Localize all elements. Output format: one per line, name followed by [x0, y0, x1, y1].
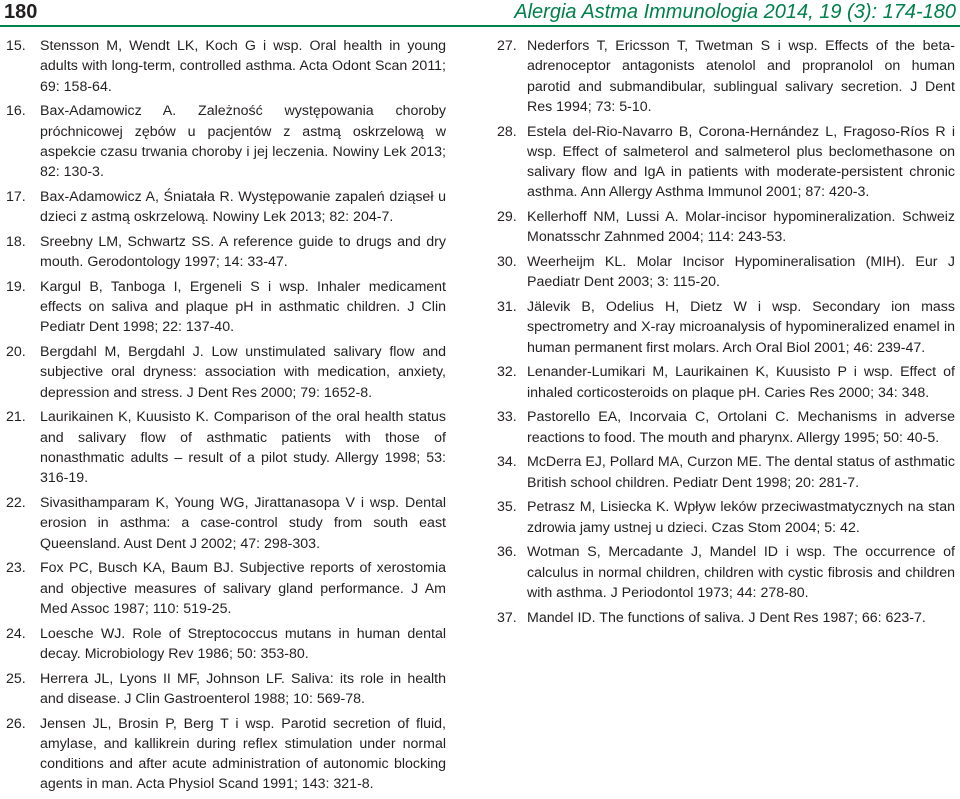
reference-number: 35. — [497, 499, 517, 516]
reference-number: 15. — [6, 38, 26, 54]
reference-item — [497, 608, 955, 628]
reference-number: 23. — [6, 560, 26, 577]
references-right-column — [497, 36, 955, 632]
reference-number: 20. — [6, 344, 26, 361]
reference-text: Laurikainen K, Kuusisto K. Comparison of the oral health status and salivary flow of asthmatic patients with those of nonasthmatic adults – result of a pilot study. Allergy 1998; 53: 316-19. — [40, 409, 446, 487]
reference-text: Kargul B, Tanboga I, Ergeneli S i wsp. Inhaler medicament effects on saliva and plaque pH in asthmatic children. J Clin Pediatr Dent 1998; 22: 137-40. — [40, 278, 446, 336]
reference-number: 29. — [497, 209, 517, 226]
reference-text: McDerra EJ, Pollard MA, Curzon ME. The dental status of asthmatic British school children. Pediatr Dent 1998; 20: 281-7. — [527, 454, 955, 491]
reference-item — [6, 232, 446, 273]
reference-text: Petrasz M, Lisiecka K. Wpływ leków przeciwastmatycznych na stan zdrowia jamy ustnej u dzieci. Czas Stom 2004; 5: 42. — [527, 499, 955, 536]
reference-item — [497, 362, 955, 403]
reference-item — [497, 36, 955, 117]
reference-text: Kellerhoff NM, Lussi A. Molar-incisor hypomineralization. Schweiz Monatsschr Zahnmed 2004; 114: 243-53. — [527, 209, 955, 246]
page-header — [0, 0, 960, 26]
reference-item — [6, 101, 446, 182]
reference-text: Bergdahl M, Bergdahl J. Low unstimulated salivary flow and subjective oral dryness: association with medication, anxiety, depression and stress. J Dent Res 2000; 79: 1652-8. — [40, 344, 446, 401]
reference-text: Pastorello EA, Incorvaia C, Ortolani C. Mechanisms in adverse reactions to food. The mouth and pharynx. Allergy 1995; 50: 40-5. — [527, 409, 955, 446]
reference-item — [6, 407, 446, 488]
reference-item — [497, 297, 955, 358]
reference-number: 27. — [497, 38, 517, 54]
reference-number: 18. — [6, 233, 26, 250]
reference-text: Loesche WJ. Role of Streptococcus mutans in human dental decay. Microbiology Rev 1986; 50: 353-80. — [40, 625, 446, 662]
reference-number: 19. — [6, 278, 26, 295]
reference-item — [6, 624, 446, 665]
reference-text: Bax-Adamowicz A, Śniatała R. Występowanie zapaleń dziąseł u dzieci z astmą oskrzelową. Nowiny Lek 2013; 82: 204-7. — [40, 188, 446, 226]
reference-number: 26. — [6, 715, 26, 732]
reference-item — [497, 542, 955, 603]
reference-number: 28. — [497, 123, 517, 140]
reference-item — [6, 277, 446, 338]
header-rule — [0, 25, 960, 27]
reference-number: 30. — [497, 254, 517, 271]
page-number: 180 — [4, 1, 38, 23]
reference-item — [6, 714, 446, 795]
reference-item — [497, 452, 955, 493]
reference-text: Lenander-Lumikari M, Laurikainen K, Kuusisto P i wsp. Effect of inhaled corticosteroids on plaque pH. Caries Res 2000; 34: 348. — [527, 364, 955, 401]
reference-number: 24. — [6, 625, 26, 642]
reference-item — [497, 207, 955, 248]
reference-item — [6, 669, 446, 710]
reference-item — [497, 252, 955, 293]
journal-title: Alergia Astma Immunologia 2014, 19 (3): 174-180 — [514, 1, 956, 23]
reference-number: 16. — [6, 103, 26, 120]
reference-text: Weerheijm KL. Molar Incisor Hypomineralisation (MIH). Eur J Paediatr Dent 2003; 3: 115-20. — [527, 254, 955, 291]
reference-number: 33. — [497, 409, 517, 426]
reference-number: 32. — [497, 364, 517, 381]
reference-text: Jälevik B, Odelius H, Dietz W i wsp. Secondary ion mass spectrometry and X-ray microanalysis of hypomineralized enamel in human permanent first molars. Arch Oral Biol 2001; 46: 239-47. — [527, 299, 955, 356]
reference-number: 21. — [6, 409, 26, 426]
reference-number: 25. — [6, 670, 26, 687]
reference-number: 37. — [497, 609, 517, 626]
reference-number: 17. — [6, 188, 26, 205]
reference-number: 31. — [497, 299, 517, 316]
reference-text: Sivasithamparam K, Young WG, Jirattanasopa V i wsp. Dental erosion in asthma: a case-control study from south east Queensland. Aust Dent J 2002; 47: 298-303. — [40, 494, 446, 552]
reference-text: Jensen JL, Brosin P, Berg T i wsp. Parotid secretion of fluid, amylase, and kallikrein during reflex stimulation under normal conditions and after acute administration of autonomic blocking agents in man. Acta Physiol Scand 1991; 143: 321-8. — [40, 715, 446, 793]
reference-item — [6, 558, 446, 619]
references-left-column — [6, 36, 446, 799]
reference-number: 34. — [497, 454, 517, 471]
reference-item — [497, 122, 955, 203]
reference-item — [497, 497, 955, 538]
reference-text: Sreebny LM, Schwartz SS. A reference guide to drugs and dry mouth. Gerodontology 1997; 14: 33-47. — [40, 233, 446, 271]
reference-text: Mandel ID. The functions of saliva. J Dent Res 1987; 66: 623-7. — [527, 609, 926, 626]
reference-text: Bax-Adamowicz A. Zależność występowania choroby próchnicowej zębów u pacjentów z astmą oskrzelową w aspekcie czasu trwania choroby i jej leczenia. Nowiny Lek 2013; 82: 130-3. — [40, 103, 446, 181]
reference-text: Fox PC, Busch KA, Baum BJ. Subjective reports of xerostomia and objective measures of salivary gland performance. J Am Med Assoc 1987; 110: 519-25. — [40, 560, 446, 617]
reference-item — [6, 36, 446, 97]
reference-text: Estela del-Rio-Navarro B, Corona-Hernández L, Fragoso-Ríos R i wsp. Effect of salmeterol and salmeterol plus beclomethasone on salivary flow and IgA in patients with moderate-persistent chronic asthma. Ann Allergy Asthma Immunol 2001; 87: 420-3. — [527, 123, 955, 201]
reference-item — [6, 342, 446, 403]
reference-text: Wotman S, Mercadante J, Mandel ID i wsp. The occurrence of calculus in normal children, children with cystic fibrosis and children with asthma. J Periodontol 1973; 44: 278-80. — [527, 544, 955, 601]
reference-item — [6, 187, 446, 228]
reference-item — [6, 493, 446, 554]
reference-text: Herrera JL, Lyons II MF, Johnson LF. Saliva: its role in health and disease. J Clin Gastroenterol 1988; 10: 569-78. — [40, 670, 446, 707]
reference-text: Nederfors T, Ericsson T, Twetman S i wsp. Effects of the beta-adrenoceptor antagonists atenolol and propranolol on human parotid and submandibular, sublingual salivary secretion. J Dent Res 1994; 73: 5-10. — [527, 38, 955, 115]
reference-number: 36. — [497, 544, 517, 561]
reference-text: Stensson M, Wendt LK, Koch G i wsp. Oral health in young adults with long-term, controlled asthma. Acta Odont Scan 2011; 69: 158-64. — [40, 38, 446, 95]
reference-item — [497, 407, 955, 448]
reference-number: 22. — [6, 494, 26, 511]
